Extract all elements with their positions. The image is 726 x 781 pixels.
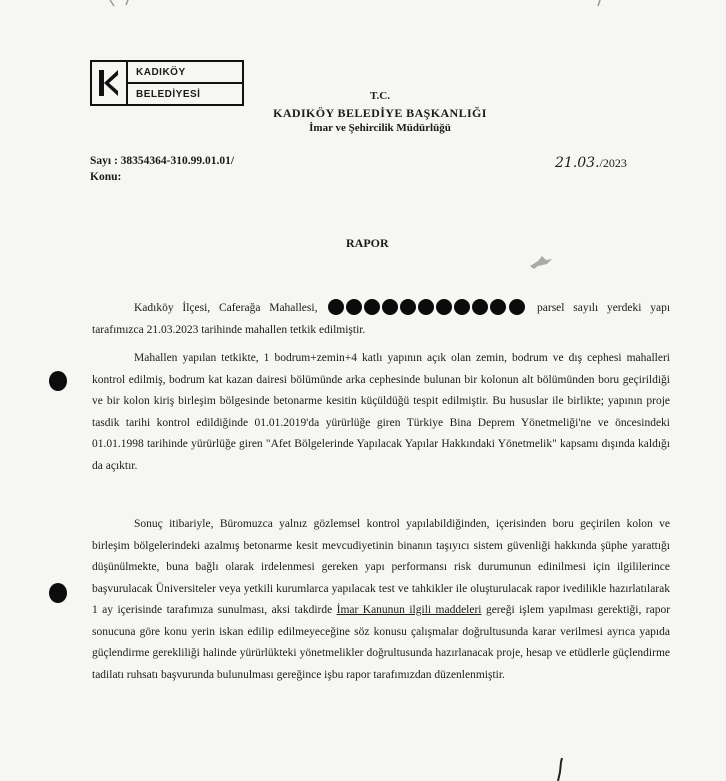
paragraph-1-start: Kadıköy İlçesi, Caferağa Mahallesi,	[134, 302, 318, 314]
paragraph-1	[92, 298, 670, 341]
subject-label: Konu:	[90, 171, 122, 183]
punch-hole-lower	[49, 583, 67, 603]
header-organization: KADIKÖY BELEDİYE BAŞKANLIĞI	[273, 106, 487, 120]
paragraph-3-start: Sonuç itibariyle, Büromuzca yalnız gözlemsel kontrol yapılabildiğinden, içerisinden boru geçirilen kolon ve birleşim bölgelerindeki azalmış betonarme kesit mevcudiyetinin binanın taşıyıcı sistem güvenliği hakkında şüphe yarattığı düşünülmekte, buna bağlı olarak irdelenmesi gereken yapı performansı risk durumunun edinilmesi için ilgililerince başvurulacak Üniversiteler veya yetkili kurumlarca yapılacak test ve tahkikler ile oluşturulacak rapor ivedilikle hazırlatılarak 1 ay içerisinde tarafımıza sunulması, aksi takdirde	[92, 518, 670, 616]
redaction-blot	[326, 299, 528, 315]
municipality-logo	[90, 60, 244, 106]
paragraph-3-end: gereği işlem yapılması gerektiği, rapor sonucuna göre konu yerin iskan edilip edilmeyeceğine söz konusu çalışmalar doğrultusunda karar verilmesi ayrıca yapıda güçlendirme gerekliliği halinde yürürlükteki yönetmelikler doğrultusunda hazırlanacak proje, hesap ve etüdlerle güçlendirme tadilatı ruhsatı başvurunda bulunulması gereğince işbu rapor tarafımızdan düzenlenmiştir.	[92, 604, 671, 681]
paragraph-2	[92, 348, 670, 477]
logo-line-1: KADIKÖY	[128, 62, 242, 84]
ink-speck	[528, 254, 554, 270]
k-logo-icon	[92, 62, 128, 104]
document-date	[555, 155, 627, 171]
logo-text	[128, 62, 242, 104]
header-department: İmar ve Şehircilik Müdürlüğü	[309, 122, 451, 134]
reference-number: Sayı : 38354364-310.99.01.01/	[90, 155, 235, 167]
paragraph-3	[92, 514, 670, 686]
logo-line-2: BELEDİYESİ	[136, 88, 201, 100]
signature-stroke	[552, 758, 572, 781]
report-title: RAPOR	[346, 236, 389, 250]
paragraph-1-end: parsel sayılı yerdeki yapı tarafımızca 21.03.2023 tarihinde mahallen tetkik edilmiştir.	[92, 302, 671, 336]
date-year: /2023	[599, 156, 627, 170]
handwritten-date: 21.03.	[555, 155, 600, 171]
punch-hole-upper	[49, 371, 67, 391]
law-reference: İmar Kanunun ilgili maddeleri	[336, 604, 482, 616]
header-tc: T.C.	[370, 90, 390, 102]
bleed-through-marks	[0, 0, 726, 10]
paragraph-2-text: Mahallen yapılan tetkikte, 1 bodrum+zemin+4 katlı yapının açık olan zemin, bodrum ve dış cephesi mahalleri kontrol edilmiş, bodrum kat kazan dairesi bölümünde arka cephesinde bulunan bir kolonun alt bölümünden boru geçirildiği ve bir kolon kiriş birleşim bölgesinde betonarme kesitin küçüldüğü tespit edilmiştir. Bu hususlar ile birlikte; yapının proje tasdik tarihi kontrol edildiğinde 01.01.2019'da yürürlüğe giren Türkiye Bina Deprem Yönetmeliği'ne ve öncesindeki 01.01.1998 tarihinde yürürlüğe giren "Afet Bölgelerinde Yapılacak Yapılar Hakkındaki Yönetmelik" kapsamı dışında kaldığı da açıktır.	[92, 352, 670, 472]
